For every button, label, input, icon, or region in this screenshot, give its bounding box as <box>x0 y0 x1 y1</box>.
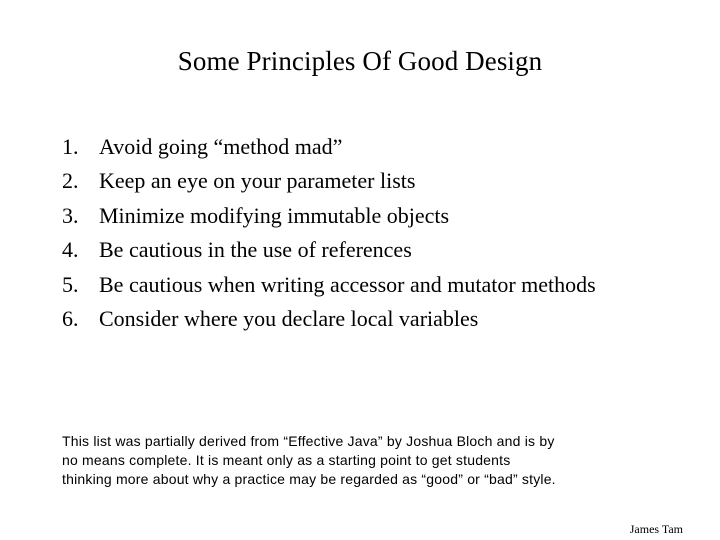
list-item <box>62 302 596 336</box>
list-item <box>62 268 596 302</box>
list-item-text: Minimize modifying immutable objects <box>99 202 450 228</box>
list-item-number: 6. <box>62 305 79 331</box>
list-item <box>62 233 596 267</box>
list-item <box>62 130 596 164</box>
list-item-text: Keep an eye on your parameter lists <box>99 168 416 194</box>
list-item-text: Avoid going “method mad” <box>99 134 343 159</box>
list-item-number: 1. <box>62 134 79 159</box>
author-footer: James Tam <box>629 522 683 536</box>
slide-title: Some Principles Of Good Design <box>177 46 543 76</box>
source-note-line: thinking more about why a practice may be regarded as “good” or “bad” style. <box>62 471 556 487</box>
list-item-number: 2. <box>62 168 79 194</box>
list-item-number: 5. <box>62 271 79 297</box>
principles-list <box>62 130 596 336</box>
source-note-line: no means complete. It is meant only as a starting point to get students <box>62 452 511 468</box>
list-item-text: Be cautious when writing accessor and mutator methods <box>99 271 596 297</box>
list-item-number: 3. <box>62 202 79 228</box>
list-item <box>62 164 596 198</box>
list-item-text: Consider where you declare local variables <box>99 305 479 331</box>
list-item <box>62 199 596 233</box>
list-item-text: Be cautious in the use of references <box>99 237 412 263</box>
source-note <box>62 432 662 489</box>
list-item-number: 4. <box>62 237 79 263</box>
source-note-line: This list was partially derived from “Effective Java” by Joshua Bloch and is by <box>62 433 555 449</box>
